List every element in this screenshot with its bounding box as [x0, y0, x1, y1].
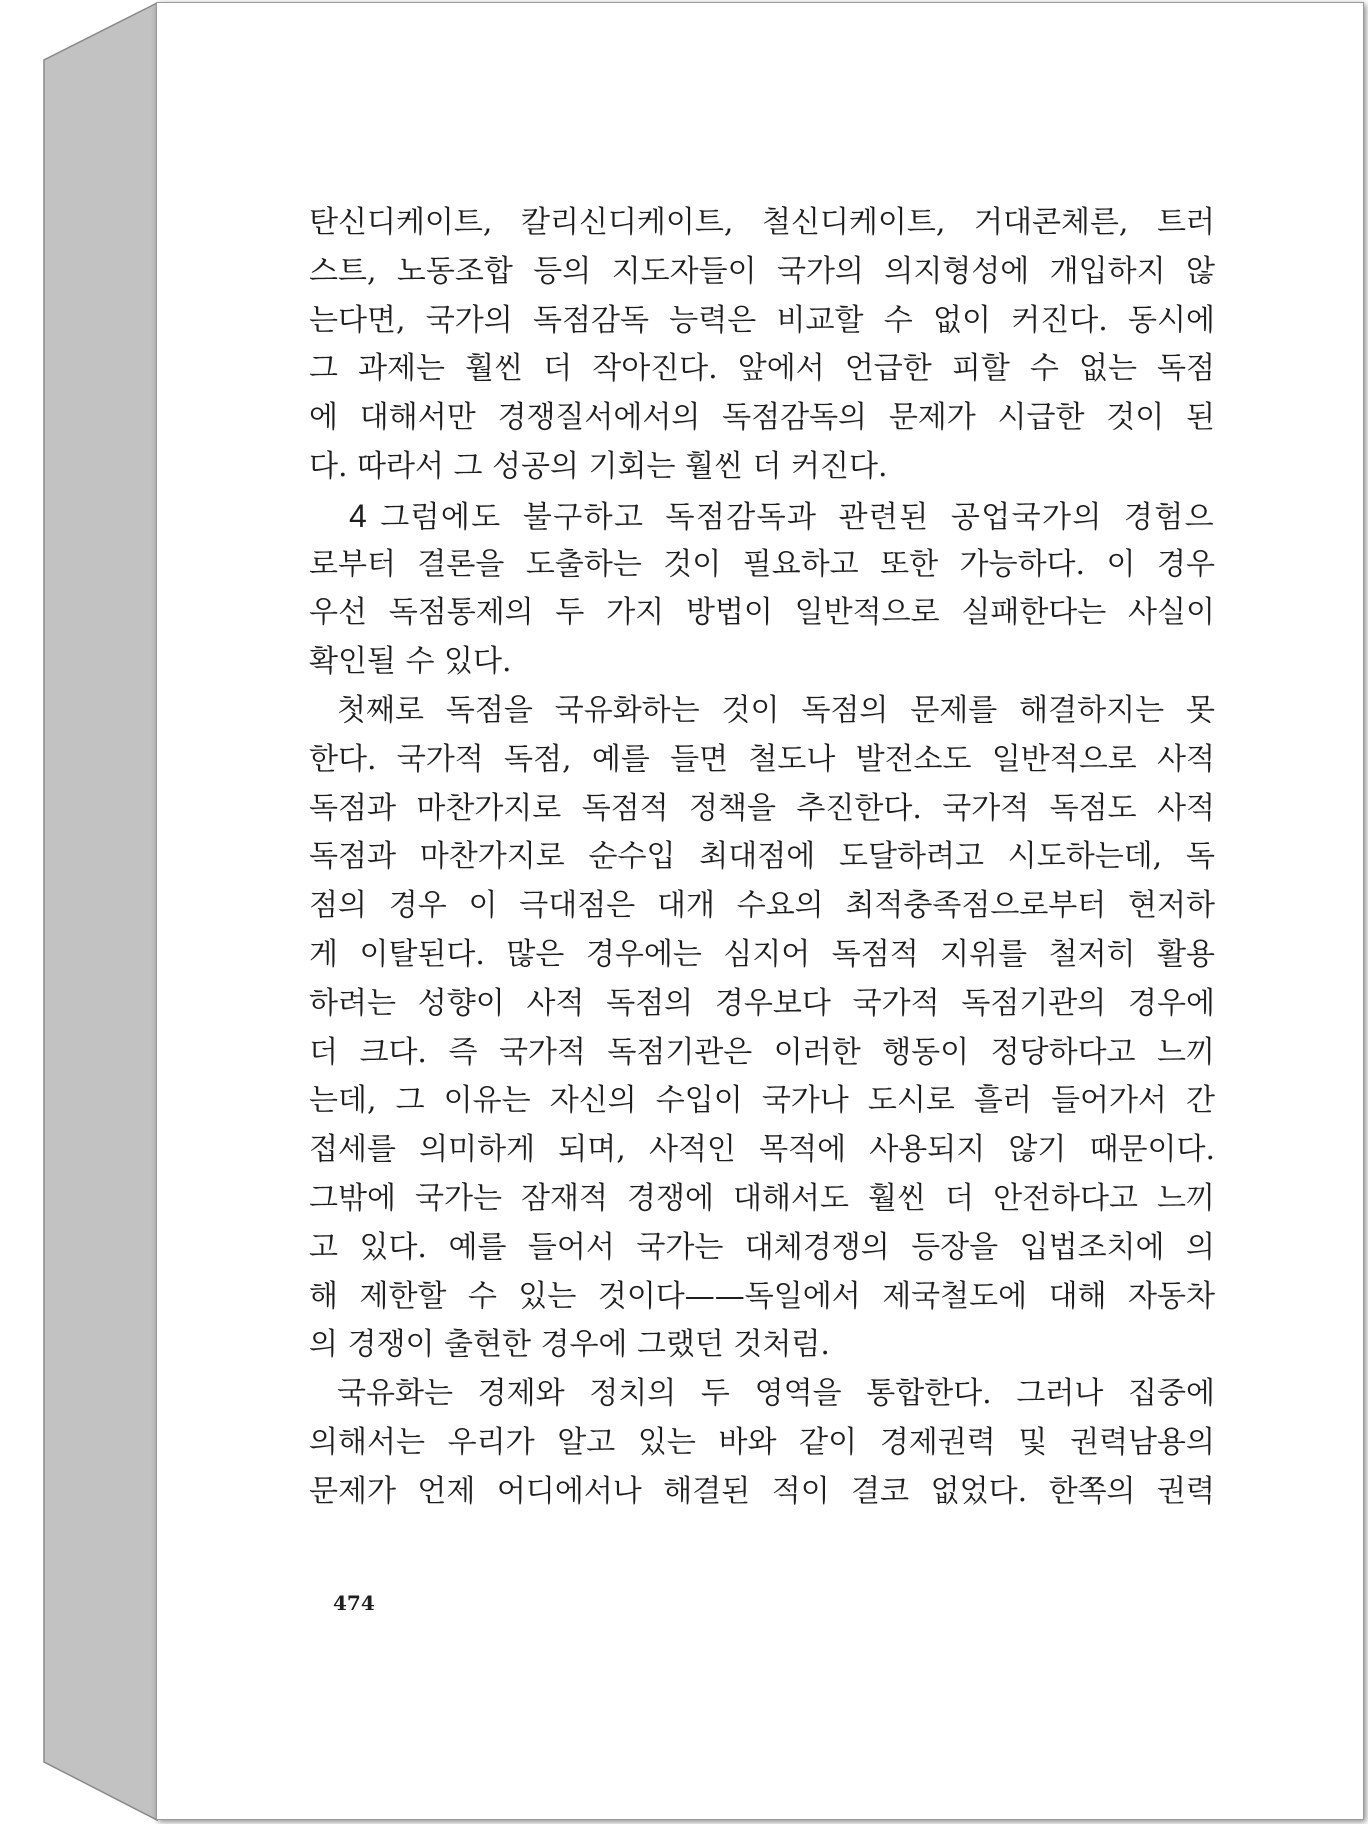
book-spine-shadow [44, 3, 157, 1820]
text-line: 독점과 마찬가지로 독점적 정책을 추진한다. 국가적 독점도 사적 [309, 790, 1215, 826]
text-line: 문제가 언제 어디에서나 해결된 적이 결코 없었다. 한쪽의 권력 [309, 1473, 1215, 1509]
section-number: 4 [349, 497, 369, 534]
text-line: 그 과제는 훨씬 더 작아진다. 앞에서 언급한 피할 수 없는 독점 [309, 351, 1215, 387]
section-first-line-text: 그럼에도 불구하고 독점감독과 관련된 공업국가의 경험으 [380, 499, 1215, 535]
text-line: 확인될 수 있다. [309, 644, 512, 680]
text-line: 해 제한할 수 있는 것이다——독일에서 제국철도에 대해 자동차 [309, 1278, 1215, 1314]
text-line: 는데, 그 이유는 자신의 수입이 국가나 도시로 흘러 들어가서 간 [309, 1083, 1215, 1119]
text-line: 에 대해서만 경쟁질서에서의 독점감독의 문제가 시급한 것이 된 [309, 400, 1215, 436]
page-number: 474 [333, 1591, 375, 1615]
text-line: 의 경쟁이 출현한 경우에 그랬던 것처럼. [309, 1327, 830, 1363]
text-line: 독점과 마찬가지로 순수입 최대점에 도달하려고 시도하는데, 독 [309, 839, 1215, 875]
book-page [156, 2, 1364, 1820]
text-line: 그밖에 국가는 잠재적 경쟁에 대해서도 훨씬 더 안전하다고 느끼 [309, 1180, 1215, 1216]
text-line: 점의 경우 이 극대점은 대개 수요의 최적충족점으로부터 현저하 [309, 888, 1215, 924]
text-line: 게 이탈된다. 많은 경우에는 심지어 독점적 지위를 철저히 활용 [309, 936, 1215, 972]
text-line: 한다. 국가적 독점, 예를 들면 철도나 발전소도 일반적으로 사적 [309, 741, 1215, 777]
page-body-text [309, 199, 1215, 1517]
text-line: 의해서는 우리가 알고 있는 바와 같이 경제권력 및 권력남용의 [309, 1424, 1215, 1460]
text-line: 첫째로 독점을 국유화하는 것이 독점의 문제를 해결하지는 못 [337, 692, 1215, 728]
text-line: 접세를 의미하게 되며, 사적인 목적에 사용되지 않기 때문이다. [309, 1132, 1215, 1168]
text-line: 다. 따라서 그 성공의 기회는 훨씬 더 커진다. [309, 448, 888, 484]
text-line: 하려는 성향이 사적 독점의 경우보다 국가적 독점기관의 경우에 [309, 985, 1215, 1021]
section-heading-line [309, 492, 1215, 541]
text-line: 탄신디케이트, 칼리신디케이트, 철신디케이트, 거대콘체른, 트러 [309, 205, 1215, 240]
text-line: 는다면, 국가의 독점감독 능력은 비교할 수 없이 커진다. 동시에 [309, 302, 1215, 338]
text-line: 더 크다. 즉 국가적 독점기관은 이러한 행동이 정당하다고 느끼 [309, 1034, 1215, 1070]
text-line: 우선 독점통제의 두 가지 방법이 일반적으로 실패한다는 사실이 [309, 595, 1215, 631]
text-line: 국유화는 경제와 정치의 두 영역을 통합한다. 그러나 집중에 [337, 1376, 1215, 1412]
text-line: 고 있다. 예를 들어서 국가는 대체경쟁의 등장을 입법조치에 의 [309, 1229, 1215, 1265]
text-line: 스트, 노동조합 등의 지도자들이 국가의 의지형성에 개입하지 않 [309, 253, 1215, 289]
text-line: 로부터 결론을 도출하는 것이 필요하고 또한 가능하다. 이 경우 [309, 546, 1215, 582]
